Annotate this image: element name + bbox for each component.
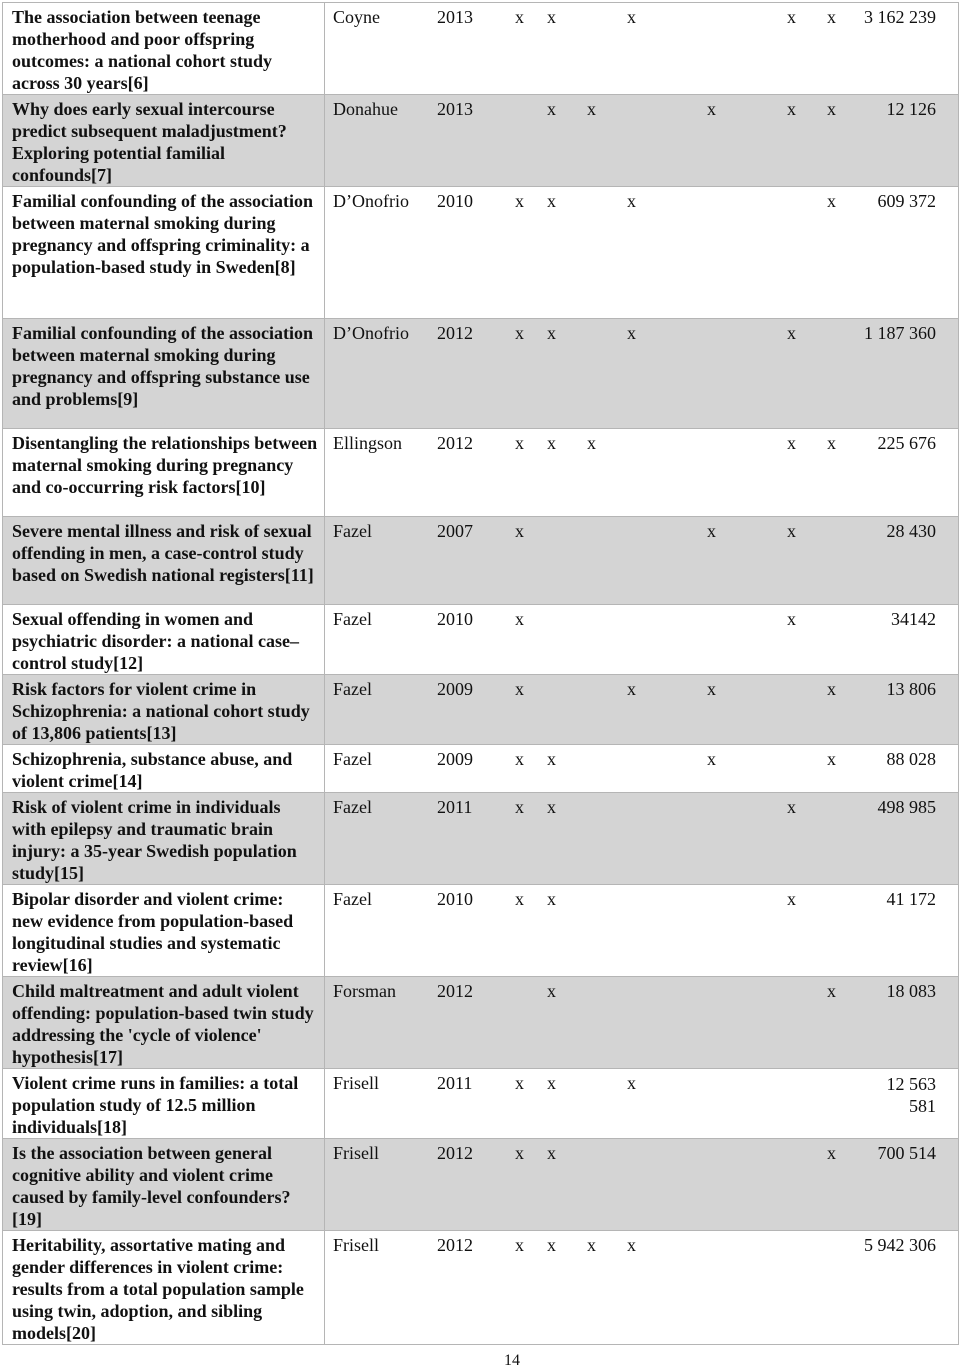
study-details: [325, 429, 959, 517]
table-row: [3, 517, 959, 605]
sample-size: 18 083: [886, 981, 936, 1001]
criterion-mark: x: [827, 981, 836, 1001]
criterion-mark: x: [787, 889, 796, 909]
study-details-line: [325, 1143, 946, 1165]
table-row: [3, 745, 959, 793]
study-details-line: [325, 1073, 946, 1116]
sample-size: 28 430: [886, 521, 936, 541]
criterion-mark: x: [787, 433, 796, 453]
criterion-mark: x: [515, 521, 524, 541]
study-title: The association between teenage motherhood and poor offspring outcomes: a national cohort study across 30 years[6]: [3, 3, 325, 95]
study-title: Disentangling the relationships between maternal smoking during pregnancy and co-occurring risk factors[10]: [3, 429, 325, 517]
sample-size: 34142: [891, 609, 936, 629]
study-details-line: [325, 521, 946, 543]
criterion-mark: x: [587, 1235, 596, 1255]
study-author: Coyne: [333, 7, 380, 27]
criterion-mark: x: [787, 521, 796, 541]
sample-size: 700 514: [877, 1143, 936, 1163]
study-table-container: [2, 2, 958, 1345]
study-year: 2011: [437, 1073, 473, 1093]
study-details-line: [325, 1235, 946, 1257]
criterion-mark: x: [515, 7, 524, 27]
criterion-mark: x: [627, 679, 636, 699]
criterion-mark: x: [515, 433, 524, 453]
study-title: Severe mental illness and risk of sexual offending in men, a case-control study based on Swedish national registers[11]: [3, 517, 325, 605]
criterion-mark: x: [827, 433, 836, 453]
study-details-line: [325, 323, 946, 345]
table-row: [3, 605, 959, 675]
study-title: Risk factors for violent crime in Schizophrenia: a national cohort study of 13,806 patients[13]: [3, 675, 325, 745]
sample-size: [887, 1073, 937, 1117]
criterion-mark: x: [515, 191, 524, 211]
sample-size: 609 372: [877, 191, 936, 211]
study-details-line: [325, 433, 946, 455]
sample-size-line: 581: [909, 1096, 936, 1116]
study-year: 2007: [437, 521, 473, 541]
study-year: 2012: [437, 323, 473, 343]
study-year: 2012: [437, 433, 473, 453]
study-details: [325, 187, 959, 319]
criterion-mark: x: [547, 323, 556, 343]
table-row: [3, 793, 959, 885]
criterion-mark: x: [627, 323, 636, 343]
study-year: 2012: [437, 1143, 473, 1163]
study-details-line: [325, 99, 946, 121]
criterion-mark: x: [707, 521, 716, 541]
criterion-mark: x: [627, 1073, 636, 1093]
study-author: Donahue: [333, 99, 398, 119]
criterion-mark: x: [547, 7, 556, 27]
study-title: Heritability, assortative mating and gender differences in violent crime: results from a total population sample using twin, adoption, and sibling models[20]: [3, 1231, 325, 1345]
criterion-mark: x: [827, 1143, 836, 1163]
criterion-mark: x: [547, 981, 556, 1001]
criterion-mark: x: [627, 1235, 636, 1255]
study-year: 2009: [437, 679, 473, 699]
criterion-mark: x: [515, 889, 524, 909]
study-details: [325, 885, 959, 977]
study-title: Risk of violent crime in individuals with epilepsy and traumatic brain injury: a 35-year Swedish population study[15]: [3, 793, 325, 885]
study-details: [325, 605, 959, 675]
page-number: 14: [504, 1352, 520, 1369]
study-author: Fazel: [333, 797, 372, 817]
criterion-mark: x: [547, 1235, 556, 1255]
criterion-mark: x: [587, 433, 596, 453]
criterion-mark: x: [787, 323, 796, 343]
criterion-mark: x: [515, 679, 524, 699]
sample-size: 12 126: [886, 99, 936, 119]
criterion-mark: x: [827, 7, 836, 27]
table-row: [3, 429, 959, 517]
study-year: 2012: [437, 981, 473, 1001]
study-details: [325, 319, 959, 429]
study-details-line: [325, 191, 946, 213]
table-row: [3, 885, 959, 977]
criterion-mark: x: [787, 7, 796, 27]
criterion-mark: x: [515, 1235, 524, 1255]
criterion-mark: x: [547, 433, 556, 453]
table-row: [3, 1069, 959, 1139]
study-author: Ellingson: [333, 433, 403, 453]
study-title: Familial confounding of the association between maternal smoking during pregnancy and offspring substance use and problems[9]: [3, 319, 325, 429]
study-details-line: [325, 981, 946, 1003]
study-year: 2010: [437, 191, 473, 211]
study-author: Fazel: [333, 609, 372, 629]
study-author: D’Onofrio: [333, 323, 409, 343]
criterion-mark: x: [515, 1143, 524, 1163]
criterion-mark: x: [827, 679, 836, 699]
study-details: [325, 745, 959, 793]
criterion-mark: x: [827, 749, 836, 769]
criterion-mark: x: [515, 323, 524, 343]
study-author: Frisell: [333, 1073, 380, 1093]
table-row: [3, 187, 959, 319]
criterion-mark: x: [547, 797, 556, 817]
study-table: [2, 2, 959, 1345]
sample-size: 3 162 239: [864, 7, 936, 27]
study-year: 2010: [437, 609, 473, 629]
study-details: [325, 95, 959, 187]
study-author: D’Onofrio: [333, 191, 409, 211]
criterion-mark: x: [547, 191, 556, 211]
sample-size: 41 172: [886, 889, 936, 909]
criterion-mark: x: [707, 99, 716, 119]
study-author: Fazel: [333, 521, 372, 541]
study-year: 2010: [437, 889, 473, 909]
table-row: [3, 1139, 959, 1231]
criterion-mark: x: [547, 749, 556, 769]
table-row: [3, 675, 959, 745]
study-author: Fazel: [333, 889, 372, 909]
study-title: Violent crime runs in families: a total population study of 12.5 million individuals[18]: [3, 1069, 325, 1139]
criterion-mark: x: [547, 1143, 556, 1163]
criterion-mark: x: [707, 679, 716, 699]
sample-size: 1 187 360: [864, 323, 936, 343]
study-details-line: [325, 609, 946, 631]
study-details-line: [325, 7, 946, 29]
study-year: 2013: [437, 99, 473, 119]
study-details: [325, 1139, 959, 1231]
study-details: [325, 3, 959, 95]
study-year: 2011: [437, 797, 473, 817]
study-year: 2012: [437, 1235, 473, 1255]
study-author: Forsman: [333, 981, 396, 1001]
criterion-mark: x: [787, 99, 796, 119]
study-details-line: [325, 749, 946, 771]
study-title: Schizophrenia, substance abuse, and violent crime[14]: [3, 745, 325, 793]
sample-size: 225 676: [877, 433, 936, 453]
criterion-mark: x: [515, 609, 524, 629]
study-title: Bipolar disorder and violent crime: new evidence from population-based longitudinal studies and systematic review[16]: [3, 885, 325, 977]
study-details-line: [325, 889, 946, 911]
sample-size-line: 12 563: [886, 1074, 936, 1094]
table-row: [3, 3, 959, 95]
study-details: [325, 977, 959, 1069]
criterion-mark: x: [547, 99, 556, 119]
study-details: [325, 1069, 959, 1139]
criterion-mark: x: [827, 191, 836, 211]
study-year: 2013: [437, 7, 473, 27]
criterion-mark: x: [547, 1073, 556, 1093]
study-details-line: [325, 797, 946, 819]
study-author: Frisell: [333, 1143, 380, 1163]
sample-size: 5 942 306: [864, 1235, 936, 1255]
criterion-mark: x: [515, 797, 524, 817]
criterion-mark: x: [707, 749, 716, 769]
criterion-mark: x: [627, 191, 636, 211]
study-details: [325, 675, 959, 745]
study-author: Frisell: [333, 1235, 380, 1255]
study-details: [325, 517, 959, 605]
study-details: [325, 1231, 959, 1345]
table-row: [3, 319, 959, 429]
study-title: Sexual offending in women and psychiatric disorder: a national case–control study[12]: [3, 605, 325, 675]
study-details-line: [325, 679, 946, 701]
criterion-mark: x: [515, 1073, 524, 1093]
criterion-mark: x: [827, 99, 836, 119]
table-row: [3, 95, 959, 187]
study-details: [325, 793, 959, 885]
study-year: 2009: [437, 749, 473, 769]
study-title: Is the association between general cognitive ability and violent crime caused by family-level confounders?[19]: [3, 1139, 325, 1231]
criterion-mark: x: [515, 749, 524, 769]
study-title: Why does early sexual intercourse predict subsequent maladjustment? Exploring potential familial confounds[7]: [3, 95, 325, 187]
study-author: Fazel: [333, 749, 372, 769]
criterion-mark: x: [627, 7, 636, 27]
sample-size: 13 806: [886, 679, 936, 699]
study-title: Child maltreatment and adult violent offending: population-based twin study addressing the 'cycle of violence' hypothesis[17]: [3, 977, 325, 1069]
criterion-mark: x: [547, 889, 556, 909]
table-row: [3, 977, 959, 1069]
study-title: Familial confounding of the association between maternal smoking during pregnancy and offspring criminality: a population-based study in Sweden[8]: [3, 187, 325, 319]
table-row: [3, 1231, 959, 1345]
study-author: Fazel: [333, 679, 372, 699]
criterion-mark: x: [587, 99, 596, 119]
criterion-mark: x: [787, 609, 796, 629]
criterion-mark: x: [787, 797, 796, 817]
sample-size: 88 028: [886, 749, 936, 769]
sample-size: 498 985: [877, 797, 936, 817]
